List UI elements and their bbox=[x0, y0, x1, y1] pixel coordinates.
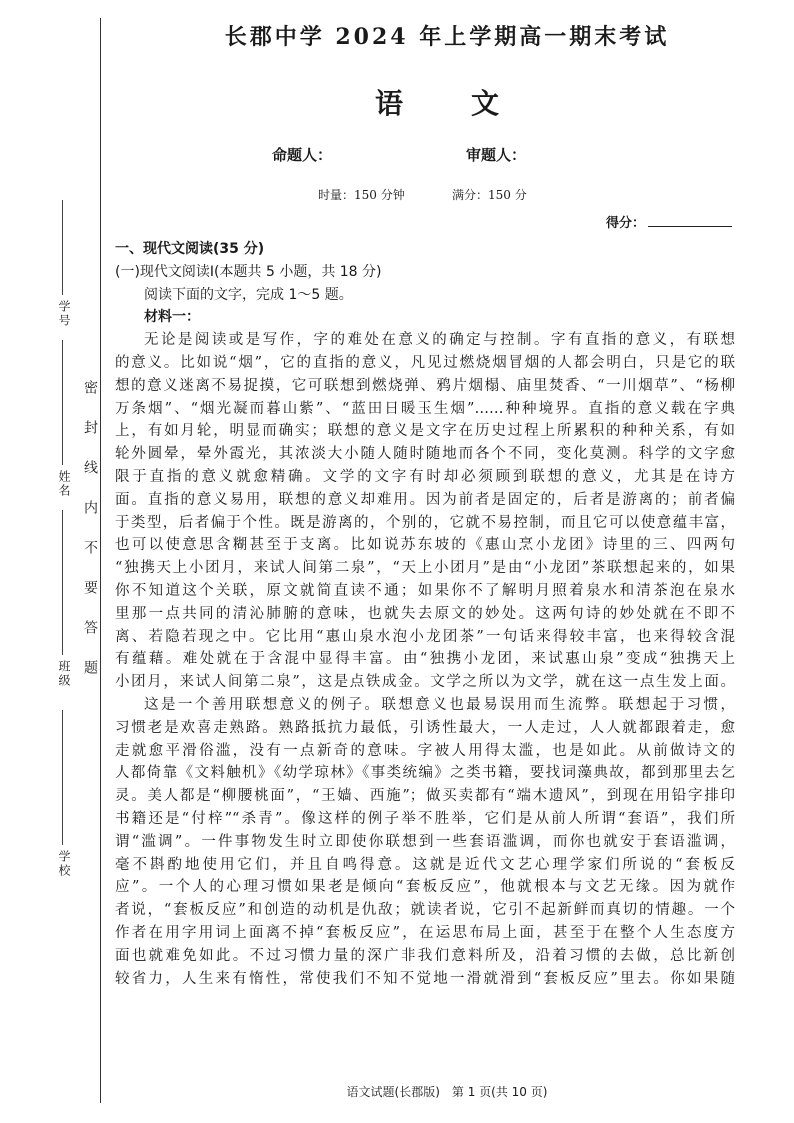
field-school-line[interactable] bbox=[62, 710, 63, 845]
reading-section bbox=[115, 238, 735, 990]
text-line: 轮外圆晕，晕外霞光，其浓淡大小随人随时随地而各个不同，变化莫测。科学的文字愈 bbox=[115, 446, 735, 463]
text-line: 万条烟”、“烟光凝而暮山紫”、“蓝田日暖玉生烟”……种种境界。直指的意义载在字典 bbox=[115, 400, 735, 417]
section-title: 一、现代文阅读(35 分) bbox=[115, 241, 265, 257]
text-line: 于类型，后者偏于个性。既是游离的，个别的，它就不易控制，而且它可以使意蕴丰富， bbox=[115, 514, 735, 531]
text-line: 毫不斟酌地使用它们，并且自鸣得意。这就是近代文艺心理学家们所说的“套板反 bbox=[115, 856, 735, 873]
text-line: 谓“滥调”。一件事物发生时立即使你联想到一些套语滥调，而你也就安于套语滥调， bbox=[115, 833, 735, 850]
text-line: 书籍还是“付梓”“杀青”。像这样的例子举不胜举，它们是从前人所谓“套语”，我们所 bbox=[115, 810, 735, 827]
field-class-line[interactable] bbox=[62, 510, 63, 655]
full-score: 满分：150 分 bbox=[452, 188, 527, 202]
text-line: 面。直指的意义易用，联想的意义却难用。因为前者是固定的，后者是游离的；前者偏 bbox=[115, 491, 735, 508]
text-line: 无论是阅读或是写作，字的难处在意义的确定与控制。字有直指的意义，有联想 bbox=[144, 332, 735, 349]
field-class-label: 班级 bbox=[57, 660, 71, 688]
proposer-label: 命题人： bbox=[272, 146, 333, 164]
text-line: 灵。美人都是“柳腰桃面”，“王嫱、西施”；做买卖都有“端木遗风”，到现在用铅字排印 bbox=[115, 788, 735, 805]
text-line: 离、若隐若现之中。它比用“惠山泉水泡小龙团茶”一句话来得较丰富，也来得较含混 bbox=[115, 628, 735, 645]
field-name-line[interactable] bbox=[62, 340, 63, 465]
text-line: 习惯老是欢喜走熟路。熟路抵抗力最低，引诱性最大，一人走过，人人就都跟着走，愈 bbox=[115, 719, 735, 736]
text-line: 小团月，来试人间第二泉”，这是点铁成金。文学之所以为文学，就在这一点生发上面。 bbox=[115, 674, 735, 691]
text-line: 者说，“套板反应”和创造的动机是仇敌；就读者说，它引不起新鲜而真切的情趣。一个 bbox=[115, 902, 735, 919]
text-line: 走就愈平滑俗滥，没有一点新奇的意味。字被人用得太滥，也是如此。从前做诗文的 bbox=[115, 742, 735, 759]
text-line: 作者在用字用词上面离不掉“套板反应”，在运思布局上面，甚至于在整个人生态度方 bbox=[115, 924, 735, 941]
text-line: 也可以使意思含糊甚至于支离。比如说苏东坡的《惠山烹小龙团》诗里的三、四两句 bbox=[115, 537, 735, 554]
seal-notice: 密 封 线 内 不 要 答 题 bbox=[82, 380, 98, 680]
reviewer-label: 审题人： bbox=[466, 146, 527, 164]
field-name-label: 姓名 bbox=[57, 470, 71, 498]
page-footer: 语文试题(长郡版) 第 1 页(共 10 页) bbox=[346, 1085, 548, 1099]
binding-line bbox=[100, 18, 101, 1103]
score-blank[interactable] bbox=[648, 226, 732, 227]
field-school-label: 学校 bbox=[57, 850, 71, 878]
text-line: 上，有如月轮，明显而确实；联想的意义是文字在历史过程上所累积的种种关系，有如 bbox=[115, 423, 735, 440]
text-line: 应”。一个人的心理习惯如果老是倾向“套板反应”，他就根本与文艺无缘。因为就作 bbox=[115, 879, 735, 896]
exam-title: 长郡中学 2024 年上学期高一期末考试 bbox=[224, 24, 670, 50]
material-label: 材料一： bbox=[144, 309, 200, 326]
instruction: 阅读下面的文字，完成 1～5 题。 bbox=[144, 286, 353, 303]
text-line: 想的意义迷离不易捉摸，它可联想到燃烧弹、鸦片烟榻、庙里焚香、“一川烟草”、“杨柳 bbox=[115, 377, 735, 394]
text-line: 面也就难免如此。不过习惯力量的深广非我们意料所及，沿着习惯的去做，总比新创 bbox=[115, 947, 735, 964]
text-line: 人都倚靠《文料触机》《幼学琼林》《事类统编》之类书籍，要找词藻典故，都到那里去乞 bbox=[115, 765, 735, 782]
material-paragraph-1 bbox=[115, 329, 735, 694]
text-line: 里那一点共同的清沁肺腑的意味，也就失去原文的妙处。这两句诗的妙处就在不即不 bbox=[115, 605, 735, 622]
field-student-id-line[interactable] bbox=[62, 200, 63, 295]
text-line: 限于直指的意义就愈精确。文学的文字有时却必须顾到联想的意义，尤其是在诗方 bbox=[115, 468, 735, 485]
text-line: 你不知道这个关联，原文就简直读不通；如果你不了解明月照着泉水和清茶泡在泉水 bbox=[115, 582, 735, 599]
material-paragraph-2 bbox=[115, 694, 735, 990]
score-label: 得分： bbox=[606, 216, 646, 231]
text-line: 较省力，人生来有惰性，常使我们不知不觉地一滑就滑到“套板反应”里去。你如果随 bbox=[115, 970, 735, 987]
subsection-title: (一)现代文阅读Ⅰ(本题共 5 小题，共 18 分) bbox=[115, 263, 382, 280]
text-line: “独携天上小团月，来试人间第二泉”，“天上小团月”是由“小龙团”茶联想起来的，如果 bbox=[115, 560, 735, 577]
subject-title: 语 文 bbox=[374, 87, 519, 120]
exam-time: 时量：150 分钟 bbox=[318, 188, 405, 202]
field-student-id-label: 学号 bbox=[57, 300, 71, 328]
text-line: 这是一个善用联想意义的例子。联想意义也最易误用而生流弊。联想起于习惯， bbox=[144, 696, 735, 713]
text-line: 的意义。比如说“烟”，它的直指的意义，凡见过燃烧烟冒烟的人都会明白，只是它的联 bbox=[115, 354, 735, 371]
text-line: 有蕴藉。难处就在于含混中显得丰富。由“独携小龙团，来试惠山泉”变成“独携天上 bbox=[115, 651, 735, 668]
